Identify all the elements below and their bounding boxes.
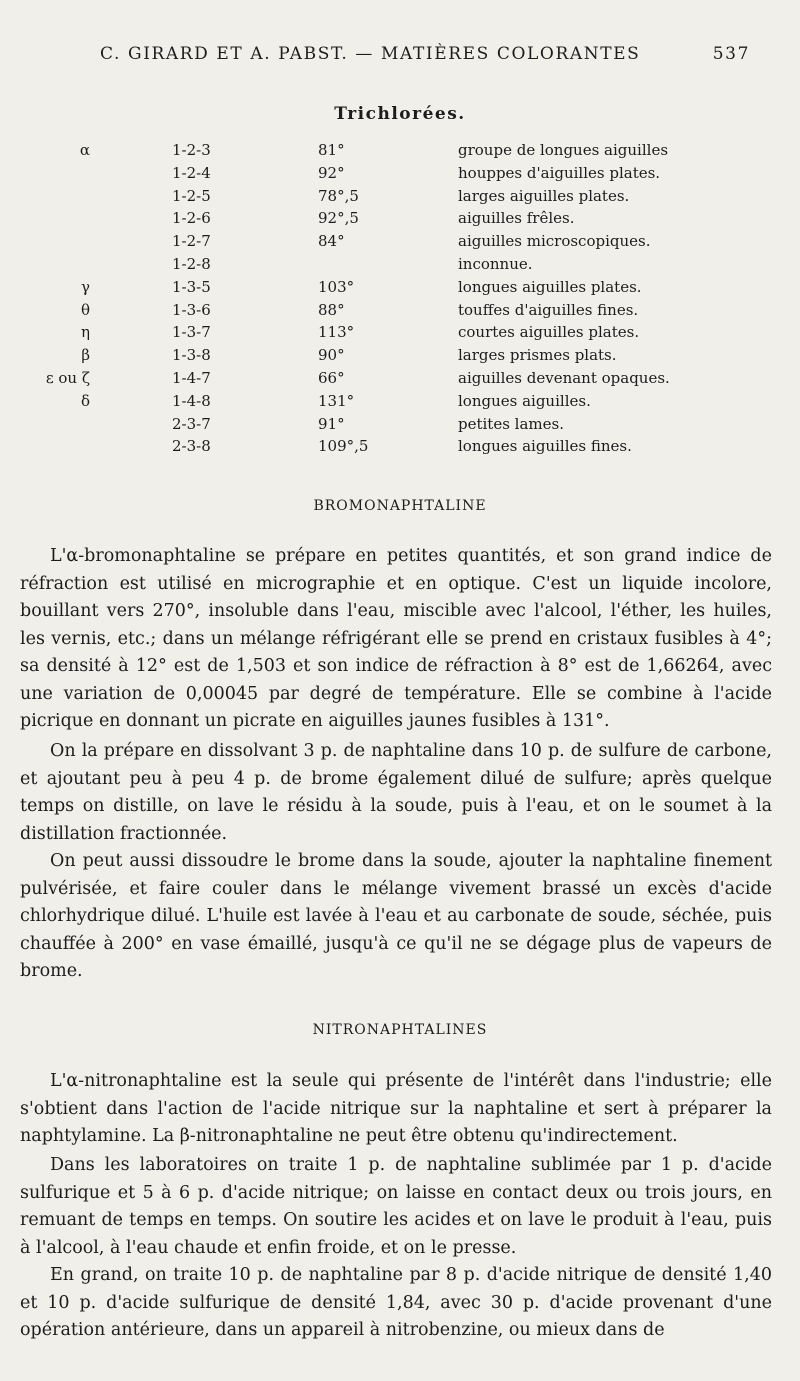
crystal-description: houppes d'aiguilles plates. — [458, 163, 661, 182]
table-row — [0, 164, 800, 186]
paragraph: On peut aussi dissoudre le brome dans la soude, ajouter la naphtaline finement pulvérisée, et faire couler dans le mélange vivement brassé un excès d'acide chlorhydrique dilué. L'huile est lavée à l'eau et au carbonate de soude, séchée, puis chauffée à 200° en vase émaillé, jusqu'à ce qu'il ne se dégage plus de vapeurs de brome. — [20, 851, 772, 981]
substitution-positions: 1-2-3 — [172, 141, 211, 159]
table-row — [0, 392, 800, 414]
crystal-description: courtes aiguilles plates. — [458, 323, 640, 342]
crystal-description: petites lames. — [458, 414, 564, 433]
substitution-positions: 1-3-8 — [172, 346, 211, 365]
substitution-positions: 1-2-6 — [172, 209, 211, 228]
substitution-positions: 1-2-4 — [172, 163, 211, 182]
table-row — [0, 369, 800, 391]
table-row — [0, 346, 800, 368]
substitution-positions: 1-2-7 — [172, 232, 211, 251]
substitution-positions: 1-3-6 — [172, 300, 211, 319]
table-row — [0, 278, 800, 300]
melting-point: 81° — [318, 141, 345, 159]
table-row — [0, 437, 800, 459]
crystal-description: larges prismes plats. — [458, 346, 617, 365]
crystal-description: longues aiguilles plates. — [458, 277, 642, 296]
paragraph: En grand, on traite 10 p. de naphtaline par 8 p. d'acide nitrique de densité 1,40 et 10 p. d'acide sulfurique de densité 1,84, avec 30 p. d'acide provenant d'une opération antérieure, dans un appareil à nitrobenzine, ou mieux dans de — [20, 1265, 772, 1340]
isomer-letter: γ — [81, 277, 90, 296]
melting-point: 91° — [318, 414, 345, 433]
melting-point: 78°,5 — [318, 186, 359, 205]
melting-point: 92° — [318, 163, 345, 182]
melting-point: 66° — [318, 369, 345, 387]
paragraph: On la prépare en dissolvant 3 p. de naphtaline dans 10 p. de sulfure de carbone, et ajoutant peu à peu 4 p. de brome également dilué de sulfure; après quelque temps on distille, on lave le résidu à la soude, puis à l'eau, et on le soumet à la distillation fractionnée. — [20, 741, 772, 844]
crystal-description: groupe de longues aiguilles — [458, 141, 669, 159]
table-row — [0, 232, 800, 254]
section-title-bromonaphtaline: BROMONAPHTALINE — [313, 498, 487, 514]
melting-point: 131° — [318, 391, 355, 410]
isomer-letter: ε ou ζ — [45, 369, 90, 387]
substitution-positions: 1-2-5 — [172, 186, 211, 205]
table-row — [0, 255, 800, 277]
header-title: C. GIRARD ET A. PABST. — MATIÈRES COLORANTES — [100, 44, 641, 64]
substitution-positions: 1-4-7 — [172, 369, 211, 387]
substitution-positions: 1-4-8 — [172, 391, 211, 410]
table-row — [0, 301, 800, 323]
melting-point: 103° — [318, 277, 355, 296]
page-number: 537 — [712, 44, 750, 64]
isomer-letter: δ — [80, 391, 90, 410]
melting-point: 113° — [318, 323, 355, 342]
table-row — [0, 415, 800, 437]
substitution-positions: 1-3-5 — [172, 277, 211, 296]
crystal-description: larges aiguilles plates. — [458, 186, 630, 205]
crystal-description: aiguilles frêles. — [458, 209, 575, 228]
crystal-description: aiguilles microscopiques. — [458, 232, 651, 251]
crystal-description: aiguilles devenant opaques. — [458, 369, 670, 387]
crystal-description: longues aiguilles fines. — [458, 437, 632, 456]
substitution-positions: 2-3-8 — [172, 437, 211, 456]
table-row — [0, 187, 800, 209]
isomer-letter: β — [81, 346, 90, 365]
crystal-description: longues aiguilles. — [458, 391, 591, 410]
isomer-letter: θ — [80, 300, 90, 319]
table-row — [0, 209, 800, 231]
substitution-positions: 1-3-7 — [172, 323, 211, 342]
melting-point: 92°,5 — [318, 209, 359, 228]
paragraph: Dans les laboratoires on traite 1 p. de naphtaline sublimée par 1 p. d'acide sulfurique et 5 à 6 p. d'acide nitrique; on laisse en contact deux ou trois jours, en remuant de temps en temps. On soutire les acides et on lave le produit à l'eau, puis à l'alcool, à l'eau chaude et enfin froide, et on le presse. — [20, 1155, 772, 1258]
substitution-positions: 1-2-8 — [172, 255, 211, 273]
table-row — [0, 323, 800, 345]
isomer-letter: α — [79, 141, 90, 159]
melting-point: 90° — [318, 346, 345, 365]
paragraph: L'α-bromonaphtaline se prépare en petites quantités, et son grand indice de réfraction est utilisé en micrographie et en optique. C'est un liquide incolore, bouillant vers 270°, insoluble dans l'eau, miscible avec l'alcool, l'éther, les huiles, les vernis, etc.; dans un mélange réfrigérant elle se prend en cristaux fusibles à 4°; sa densité à 12° est de 1,503 et son indice de réfraction à 8° est de 1,66264, avec une variation de 0,00045 par degré de température. Elle se combine à l'acide picrique en donnant un picrate en aiguilles jaunes fusibles à 131°. — [20, 546, 772, 731]
table-title: Trichlorées. — [334, 104, 466, 124]
melting-point: 109°,5 — [318, 437, 369, 456]
isomer-letter: η — [81, 323, 90, 342]
crystal-description: touffes d'aiguilles fines. — [458, 300, 639, 319]
crystal-description: inconnue. — [458, 255, 533, 273]
section-title-nitronaphtalines: NITRONAPHTALINES — [312, 1022, 488, 1038]
paragraph: L'α-nitronaphtaline est la seule qui présente de l'intérêt dans l'industrie; elle s'obtient dans l'action de l'acide nitrique sur la naphtaline et sert à préparer la naphtylamine. La β-nitronaphtaline ne peut être obtenu qu'indirectement. — [20, 1071, 772, 1146]
melting-point: 88° — [318, 300, 345, 319]
melting-point: 84° — [318, 232, 345, 251]
substitution-positions: 2-3-7 — [172, 414, 211, 433]
table-row — [0, 141, 800, 163]
